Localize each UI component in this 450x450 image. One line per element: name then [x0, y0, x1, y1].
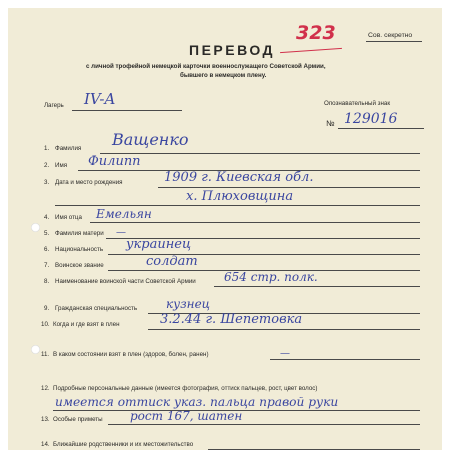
field-11-number: 11.	[41, 351, 50, 358]
field-13-label: Особые приметы	[53, 416, 103, 423]
field-3-line	[158, 187, 420, 188]
camp-value: IV-A	[84, 90, 116, 108]
field-5-number: 5.	[44, 230, 50, 237]
field-7-label: Воинское звание	[55, 262, 104, 269]
subtitle-line-1: с личной трофейной немецкой карточки военнослужащего Советской Армии,	[86, 63, 326, 70]
field-13-line	[108, 424, 420, 425]
field-11-line	[270, 359, 420, 360]
tag-value: 129016	[344, 111, 398, 127]
field-1-value: Ващенко	[112, 130, 189, 149]
page-title: ПЕРЕВОД	[189, 42, 276, 58]
field-4-label: Имя отца	[55, 214, 82, 221]
field-12-value: имеется оттиск указ. пальца правой руки	[55, 395, 339, 409]
classification-underline	[366, 41, 422, 42]
field-13-value: рост 167, шатен	[130, 409, 243, 423]
field-14-number: 14.	[41, 441, 50, 448]
field-8-value: 654 стр. полк.	[224, 270, 318, 284]
punch-hole-top	[31, 223, 40, 232]
camp-label: Лагерь	[44, 102, 64, 109]
punch-hole-bottom	[31, 345, 40, 354]
field-12-number: 12.	[41, 385, 50, 392]
field-4-number: 4.	[44, 214, 50, 221]
field-10-line	[148, 329, 420, 330]
field-13-number: 13.	[41, 416, 50, 423]
field-4-line	[90, 222, 420, 223]
stamp-underline	[280, 48, 342, 53]
field-2-value: Филипп	[88, 154, 141, 169]
field-3-value: 1909 г. Киевская обл.	[164, 170, 314, 185]
document-page	[8, 8, 442, 450]
tag-label: Опознавательный знак	[324, 100, 391, 107]
field-1-line	[100, 153, 420, 154]
field-11-label: В каком состоянии взят в плен (здоров, болен, ранен)	[53, 351, 209, 358]
field-6-label: Национальность	[55, 246, 104, 253]
field-10-label: Когда и где взят в плен	[53, 321, 120, 328]
field-3-number: 3.	[44, 179, 50, 186]
field-2-number: 2.	[44, 162, 50, 169]
field-9-number: 9.	[44, 305, 50, 312]
field-8-label: Наименование воинской части Советской Армии	[55, 278, 196, 285]
field-9-label: Гражданская специальность	[55, 305, 138, 312]
field-2-label: Имя	[55, 162, 68, 169]
tag-line	[338, 128, 424, 129]
field-9-value: кузнец	[166, 297, 211, 311]
field-11-value: —	[280, 348, 290, 359]
field-7-value: солдат	[146, 254, 198, 269]
subtitle-line-2: бывшего в немецком плену.	[180, 72, 267, 79]
classification: Сов. секретно	[368, 32, 413, 39]
field-10-value: 3.2.44 г. Шепетовка	[160, 312, 303, 327]
field-12-label: Подробные персональные данные (имеется фотография, оттиск пальцев, рост, цвет волос)	[53, 385, 318, 392]
field-4-value: Емельян	[96, 207, 152, 221]
field-3-line-2	[55, 205, 420, 206]
field-6-value: украинец	[126, 237, 192, 252]
field-5-label: Фамилия матери	[55, 230, 104, 237]
field-1-label: Фамилия	[55, 145, 82, 152]
field-7-number: 7.	[44, 262, 50, 269]
field-8-number: 8.	[44, 278, 50, 285]
field-6-number: 6.	[44, 246, 50, 253]
field-3-value-2: х. Плюховщина	[186, 189, 294, 204]
field-5-value: —	[116, 227, 126, 238]
field-1-number: 1.	[44, 145, 50, 152]
field-3-label: Дата и место рождения	[55, 179, 123, 186]
camp-line	[72, 110, 182, 111]
field-14-label: Ближайшие родственники и их местожительство	[53, 441, 194, 448]
tag-prefix: №	[326, 119, 335, 128]
stamp-number: 323	[296, 22, 336, 44]
field-10-number: 10.	[41, 321, 50, 328]
field-8-line	[214, 286, 420, 287]
